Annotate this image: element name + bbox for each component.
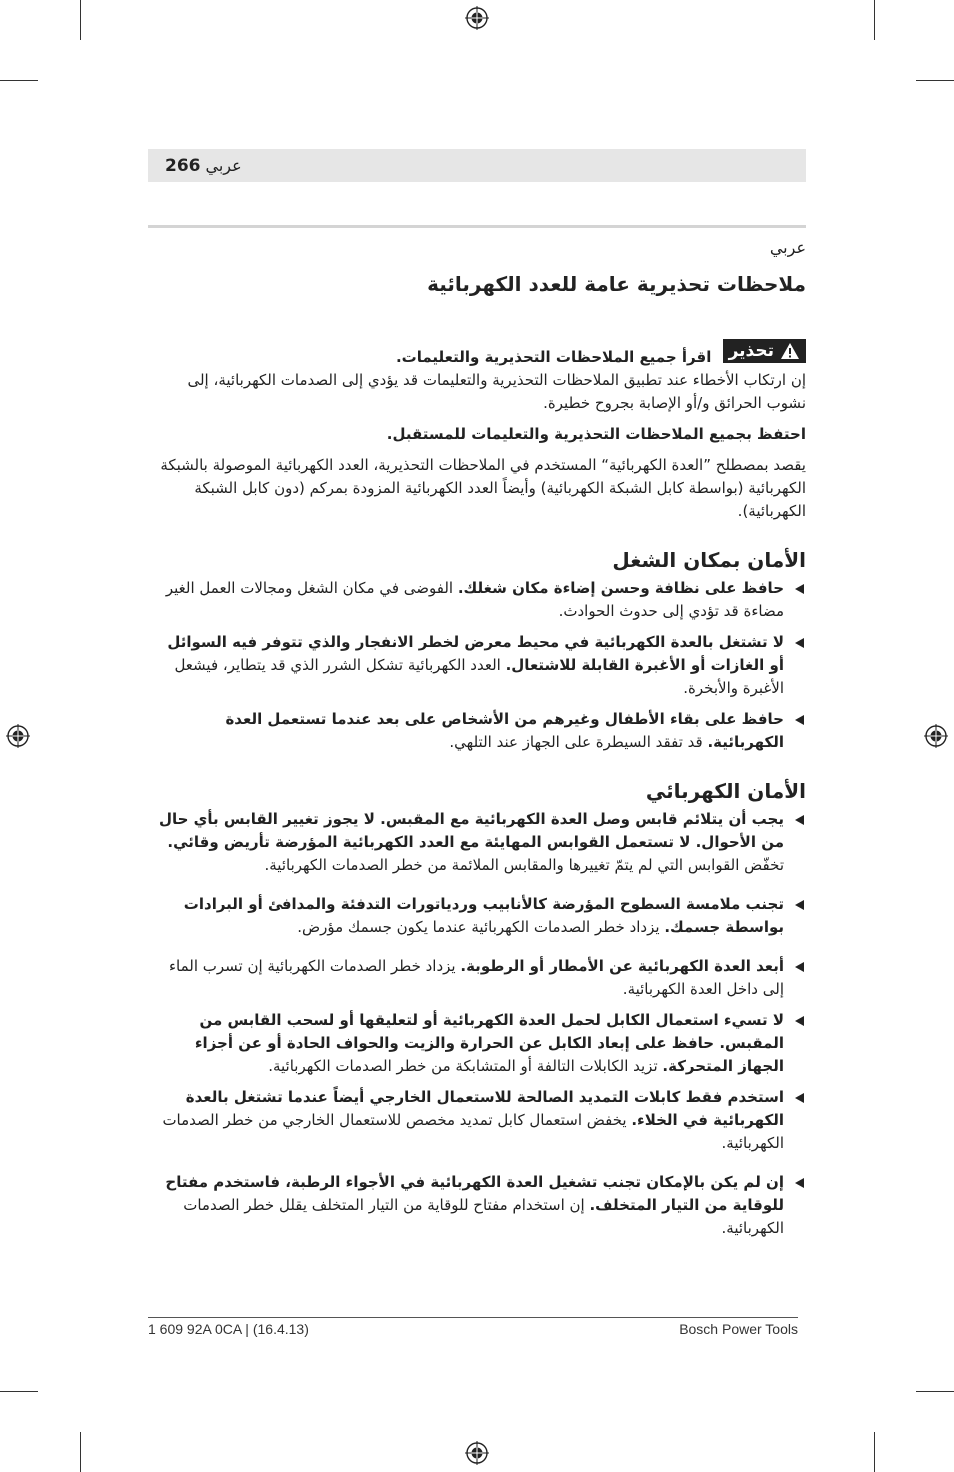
electrical-list [148, 808, 806, 1240]
registration-mark-icon [6, 724, 30, 748]
warning-badge [723, 339, 806, 363]
warning-paragraph: إن ارتكاب الأخطاء عند تطبيق الملاحظات التحذيرية والتعليمات قد يؤدي إلى الصدمات الكهربائية، إلى نشوب الحرائق و/أو الإصابة بجروح خطيرة. [187, 371, 806, 412]
section-title-workplace: الأمان بمكان الشغل [612, 548, 806, 572]
crop-mark [874, 0, 875, 40]
workplace-list [148, 577, 806, 754]
crop-mark [0, 1391, 38, 1392]
crop-mark [80, 1432, 81, 1472]
registration-mark-icon [465, 1441, 489, 1465]
list-item: إن لم يكن بالإمكان تجنب تشغيل العدة الكهربائية في الأجواء الرطبة، فاستخدم مفتاح للوقاية من التيار المتخلف. إن استخدام مفتاح للوقاية من التيار المتخلف يقلل خطر الصدمات الكهربائية. [148, 1171, 806, 1240]
crop-mark [874, 1432, 875, 1472]
bullet-icon [795, 584, 804, 594]
registration-mark-icon [465, 6, 489, 30]
list-item: تجنب ملامسة السطوح المؤرضة كالأنابيب وردياتورات التدفئة والمدافئ أو البرادات بواسطة جسمك. يزداد خطر الصدمات الكهربائية عندما يكون جسمك مؤرض. [148, 893, 806, 939]
keep-instructions: احتفظ بجميع الملاحظات التحذيرية والتعليمات للمستقبل. [386, 425, 806, 443]
bullet-icon [795, 1178, 804, 1188]
list-item: استخدم فقط كابلات التمديد الصالحة للاستعمال الخارجي أيضاً عندما تشتغل بالعدة الكهربائية في الخلاء. يخفض استعمال كابل تمديد مخصص للاستعمال الخارجي من خطر الصدمات الكهربائية. [148, 1086, 806, 1155]
language-label: عربي [769, 238, 806, 257]
list-item: أبعد العدة الكهربائية عن الأمطار أو الرطوبة. يزداد خطر الصدمات الكهربائية إن تسرب الماء إلى داخل العدة الكهربائية. [148, 955, 806, 1001]
page-header [148, 149, 806, 182]
footer-document-id: 1 609 92A 0CA | (16.4.13) [148, 1321, 309, 1337]
bullet-icon [795, 815, 804, 825]
bullet-icon [795, 900, 804, 910]
list-item: لا تشتغل بالعدة الكهربائية في محيط معرض لخطر الانفجار والذي تتوفر فيه السوائل أو الغازات أو الأغبرة القابلة للاشتعال. العدد الكهربائية تشكل الشرر الذي قد يتطاير، فيشعل الأغبرة والأبخرة. [148, 631, 806, 700]
warning-heading-text: اقرأ جميع الملاحظات التحذيرية والتعليمات. [395, 348, 712, 366]
warning-triangle-icon [780, 342, 800, 360]
bullet-icon [795, 715, 804, 725]
page-number: 266 [165, 155, 201, 176]
footer-brand: Bosch Power Tools [679, 1321, 798, 1337]
bullet-icon [795, 1093, 804, 1103]
definition-paragraph: يقصد بمصطلح ”العدة الكهربائية“ المستخدم في الملاحظات التحذيرية، العدد الكهربائية الموصولة بالشبكة الكهربائية (بواسطة كابل الشبكة الكهربائية) وأيضاً العدد الكهربائية المزودة بمركم (دون كابل الشبكة الكهربائية). [160, 456, 806, 520]
list-item: حافظ على بقاء الأطفال وغيرهم من الأشخاص على بعد عندما تستعمل العدة الكهربائية. قد تفقد السيطرة على الجهاز عند التلهي. [148, 708, 806, 754]
bullet-icon [795, 1016, 804, 1026]
bullet-icon [795, 962, 804, 972]
page-title: ملاحظات تحذيرية عامة للعدد الكهربائية [427, 272, 806, 296]
warning-badge-label: تحذير [728, 341, 774, 361]
list-item: يجب أن يتلائم قابس وصل العدة الكهربائية مع المقبس. لا يجوز تغيير القابس بأي حال من الأحوال. لا تستعمل القوابس المهايئة مع العدد الكهربائية المؤرضة تأريض وقائي. تخفّض القوابس التي لم يتمّ تغييرها والمقابس الملائمة من خطر الصدمات الكهربائية. [148, 808, 806, 877]
crop-mark [80, 0, 81, 40]
list-item: حافظ على نظافة وحسن إضاءة مكان شغلك. الفوضى في مكان الشغل ومجالات العمل الغير مضاءة قد تؤدي إلى حدوث الحوادث. [148, 577, 806, 623]
crop-mark [916, 1391, 954, 1392]
header-language: عربي [205, 156, 242, 175]
crop-mark [0, 80, 38, 81]
footer-divider [148, 1317, 798, 1318]
header-divider [148, 225, 806, 228]
bullet-icon [795, 638, 804, 648]
document-body [148, 232, 806, 1248]
list-item: لا تسيء استعمال الكابل لحمل العدة الكهربائية أو لتعليقها أو لسحب القابس من المقبس. حافظ على إبعاد الكابل عن الحرارة والزيت والحواف الحادة أو عن أجزاء الجهاز المتحركة. تزيد الكابلات التالفة أو المتشابكة من خطر الصدمات الكهربائية. [148, 1009, 806, 1078]
warning-heading [148, 339, 806, 369]
crop-mark [916, 80, 954, 81]
registration-mark-icon [924, 724, 948, 748]
section-title-electrical: الأمان الكهربائي [645, 779, 806, 803]
